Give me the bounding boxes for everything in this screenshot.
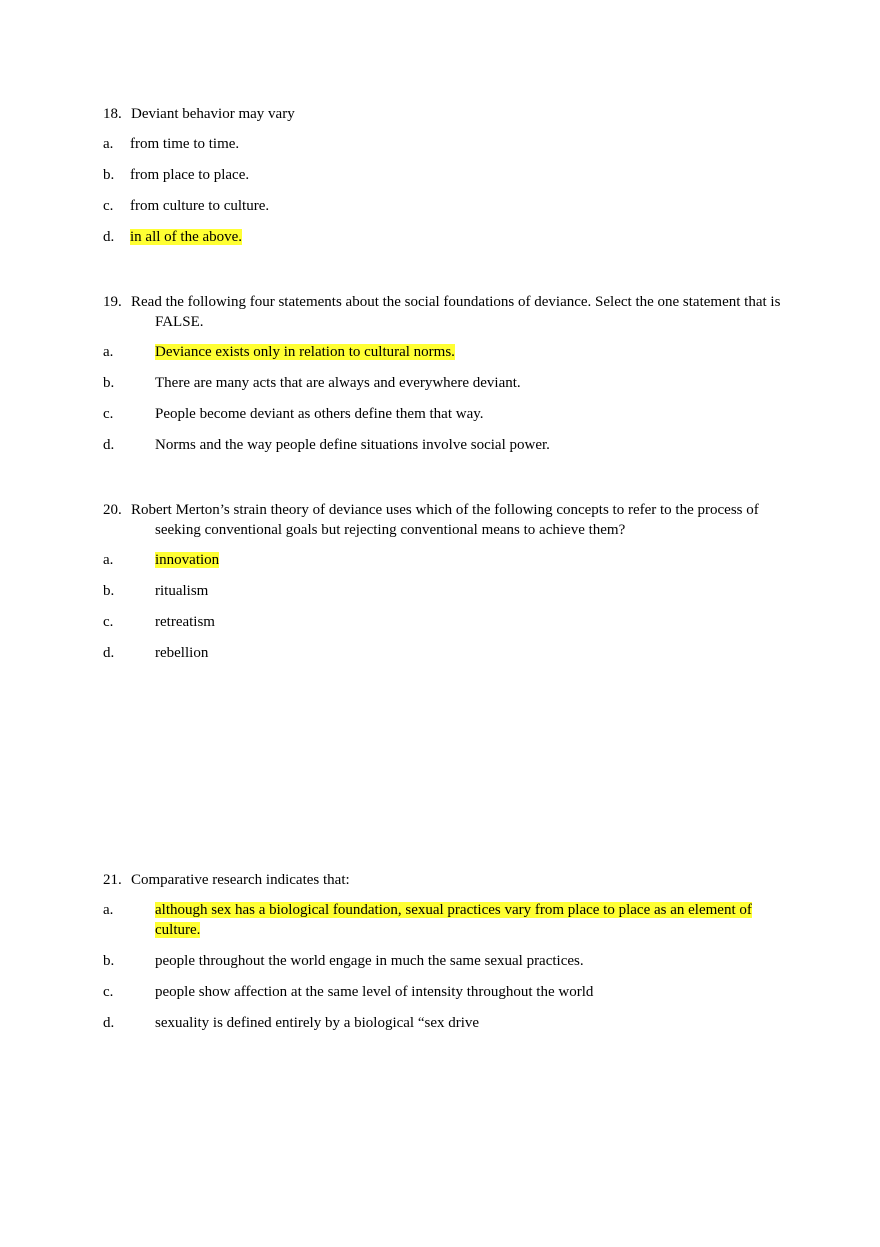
answer-option-d	[103, 1013, 783, 1033]
option-text: There are many acts that are always and everywhere deviant.	[155, 375, 521, 391]
highlighted-answer: although sex has a biological foundation, sexual practices vary from place to place as an element of culture.	[155, 902, 752, 938]
option-text-wrap	[130, 227, 783, 247]
option-text-wrap	[155, 550, 783, 570]
option-letter: a.	[103, 136, 114, 152]
question-number: 18.	[103, 106, 122, 122]
question-number: 19.	[103, 294, 122, 310]
question-number: 21.	[103, 872, 122, 888]
answer-option-a	[103, 134, 783, 154]
question-text: Read the following four statements about the social foundations of deviance. Select the one statement that is FALSE.	[131, 294, 781, 330]
answer-option-d	[103, 435, 783, 455]
option-text: retreatism	[155, 614, 215, 630]
option-letter: c.	[103, 406, 114, 422]
option-text-wrap	[155, 900, 783, 940]
question-text: Comparative research indicates that:	[131, 872, 350, 888]
option-text: from culture to culture.	[130, 198, 270, 214]
highlighted-answer: Deviance exists only in relation to cultural norms.	[155, 344, 455, 360]
option-text: people throughout the world engage in much the same sexual practices.	[155, 953, 584, 969]
answer-option-a	[103, 550, 783, 570]
question-number: 20.	[103, 502, 122, 518]
option-letter: d.	[103, 437, 115, 453]
option-letter: c.	[103, 614, 114, 630]
answer-option-c	[103, 196, 783, 216]
question-stem	[103, 500, 783, 540]
answer-option-b	[103, 581, 783, 601]
option-text: sexuality is defined entirely by a biological “sex drive	[155, 1015, 480, 1031]
option-text: people show affection at the same level of intensity throughout the world	[155, 984, 594, 1000]
question-stem	[103, 292, 783, 332]
option-letter: a.	[103, 552, 114, 568]
answer-option-b	[103, 373, 783, 393]
option-letter: b.	[103, 167, 115, 183]
option-text: from place to place.	[130, 167, 250, 183]
option-letter: b.	[103, 375, 115, 391]
option-letter: d.	[103, 1015, 115, 1031]
question-18	[103, 104, 783, 258]
option-text: rebellion	[155, 645, 209, 661]
answer-option-b	[103, 951, 783, 971]
answer-option-d	[103, 227, 783, 247]
answer-option-c	[103, 612, 783, 632]
answer-option-c	[103, 404, 783, 424]
question-19	[103, 292, 783, 466]
option-letter: c.	[103, 198, 114, 214]
answer-option-a	[103, 900, 783, 940]
question-stem	[103, 870, 783, 890]
option-text-wrap	[155, 342, 783, 362]
option-letter: b.	[103, 953, 115, 969]
highlighted-answer: innovation	[155, 552, 220, 568]
option-letter: c.	[103, 984, 114, 1000]
option-letter: b.	[103, 583, 115, 599]
option-letter: d.	[103, 645, 115, 661]
option-text: People become deviant as others define them that way.	[155, 406, 484, 422]
option-letter: a.	[103, 344, 114, 360]
option-letter: d.	[103, 229, 115, 245]
question-21	[103, 870, 783, 1044]
option-text: from time to time.	[130, 136, 240, 152]
option-text: Norms and the way people define situations involve social power.	[155, 437, 550, 453]
option-text: ritualism	[155, 583, 209, 599]
question-stem	[103, 104, 783, 124]
option-letter: a.	[103, 902, 114, 918]
question-20	[103, 500, 783, 674]
question-text: Robert Merton’s strain theory of deviance uses which of the following concepts to refer to the process of seeking conventional goals but rejecting conventional means to achieve them?	[131, 502, 759, 538]
highlighted-answer: in all of the above.	[130, 229, 243, 245]
answer-option-a	[103, 342, 783, 362]
answer-option-b	[103, 165, 783, 185]
answer-option-c	[103, 982, 783, 1002]
answer-option-d	[103, 643, 783, 663]
question-text: Deviant behavior may vary	[131, 106, 295, 122]
